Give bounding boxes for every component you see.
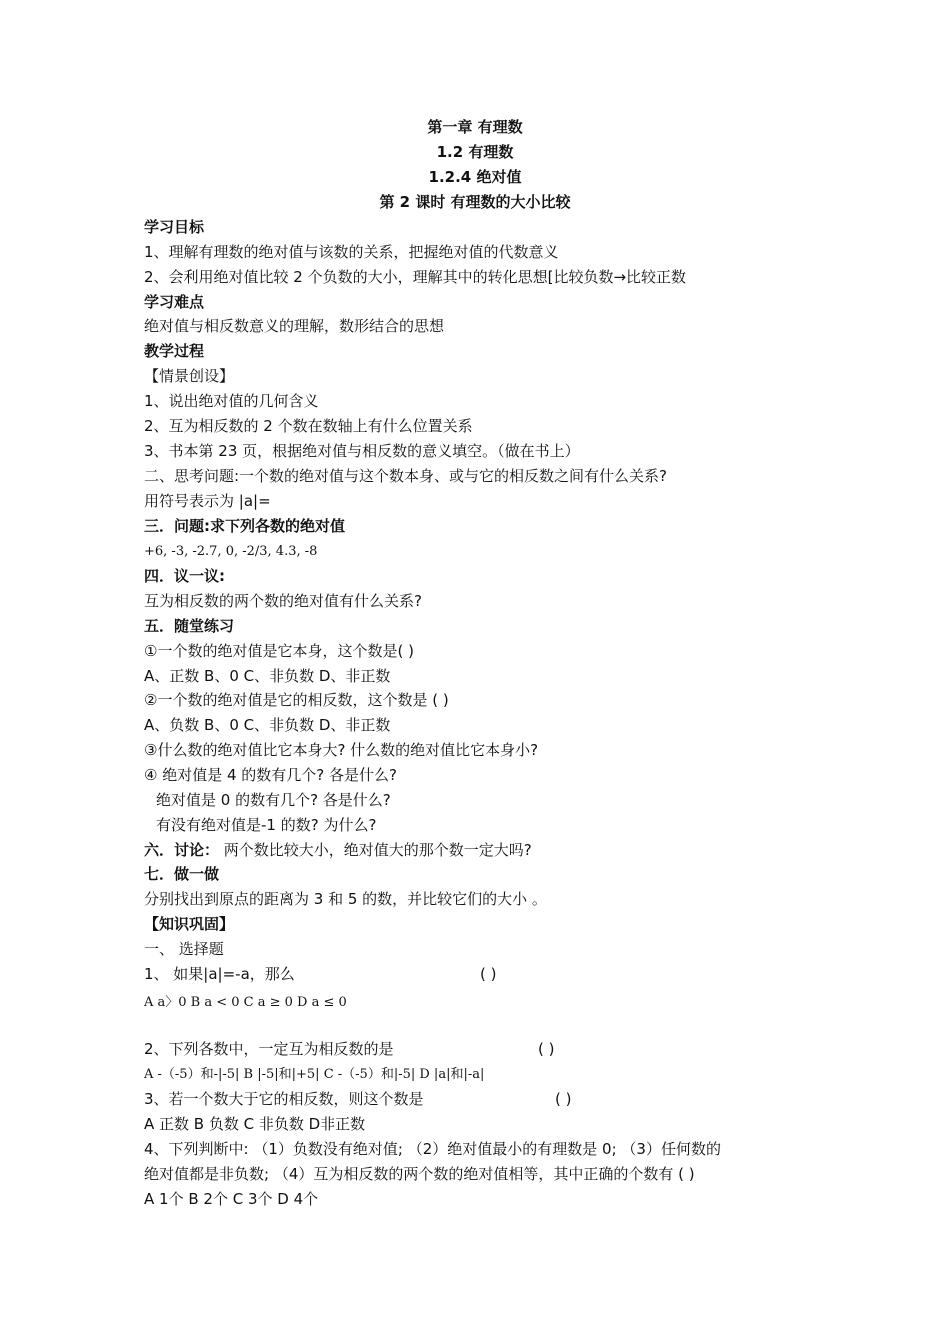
subsection-title: 1.2.4 绝对值: [428, 168, 522, 186]
chapter-title: 第一章 有理数: [427, 118, 523, 136]
practice-options-1: A、正数 B、0 C、非负数 D、非正数: [144, 667, 391, 685]
process-heading: 教学过程: [144, 342, 205, 360]
try-text: 分别找出到原点的距离为 3 和 5 的数，并比较它们的大小 。: [144, 890, 547, 908]
symbol-line: 用符号表示为 |a|=: [144, 492, 271, 510]
scenario-heading: 【情景创设】: [144, 367, 235, 385]
scenario-question-3: 3、书本第 23 页，根据绝对值与相反数的意义填空。（做在书上）: [144, 442, 580, 460]
choice-question-4-line-1: 4、下列判断中: （1）负数没有绝对值; （2）绝对值最小的有理数是 0; （3）任何数的: [144, 1140, 721, 1158]
discuss2-heading: 六．讨论：: [144, 841, 220, 859]
choice-options-1: A a〉0 B a < 0 C a ≥ 0 D a ≤ 0: [144, 995, 347, 1010]
practice-question-4a: ④ 绝对值是 4 的数有几个? 各是什么?: [144, 766, 397, 784]
choice-options-4: A 1个 B 2个 C 3个 D 4个: [144, 1190, 319, 1208]
problem-heading: 三．问题:求下列各数的绝对值: [144, 517, 345, 535]
lesson-title: 第 2 课时 有理数的大小比较: [379, 193, 571, 211]
difficulty-heading: 学习难点: [144, 293, 205, 311]
choice-question-4-line-2: 绝对值都是非负数; （4）互为相反数的两个数的绝对值相等，其中正确的个数有 ( ): [144, 1165, 695, 1183]
choice-question-2: 2、下列各数中，一定互为相反数的是: [144, 1040, 394, 1058]
difficulty-text: 绝对值与相反数意义的理解，数形结合的思想: [144, 317, 445, 335]
practice-question-2: ②一个数的绝对值是它的相反数，这个数是 ( ): [144, 691, 449, 709]
number-list: +6, -3, -2.7, 0, -2/3, 4.3, -8: [144, 544, 318, 559]
discuss-text: 互为相反数的两个数的绝对值有什么关系?: [144, 592, 422, 610]
discuss2-text: 两个数比较大小，绝对值大的那个数一定大吗?: [219, 841, 532, 859]
choice-question-3: 3、若一个数大于它的相反数，则这个数是: [144, 1090, 424, 1108]
practice-question-4b: 绝对值是 0 的数有几个? 各是什么?: [156, 791, 391, 809]
choice-options-3: A 正数 B 负数 C 非负数 D非正数: [144, 1115, 366, 1133]
choice-heading: 一、 选择题: [144, 940, 224, 958]
objective-item-1: 1、理解有理数的绝对值与该数的关系，把握绝对值的代数意义: [144, 243, 559, 261]
scenario-question-1: 1、说出绝对值的几何含义: [144, 392, 319, 410]
discuss2-line: [144, 839, 824, 861]
practice-question-4c: 有没有绝对值是-1 的数? 为什么?: [156, 816, 377, 834]
try-heading: 七．做一做: [144, 865, 220, 883]
think-question: 二、思考问题:一个数的绝对值与这个数本身、或与它的相反数之间有什么关系?: [144, 467, 668, 485]
discuss-heading: 四．议一议:: [144, 567, 225, 585]
choice-blank-2: ( ): [538, 1040, 555, 1058]
choice-blank-1: ( ): [480, 965, 497, 983]
choice-question-1: 1、 如果|a|=-a，那么: [144, 965, 295, 983]
section-title: 1.2 有理数: [436, 143, 514, 161]
scenario-question-2: 2、互为相反数的 2 个数在数轴上有什么位置关系: [144, 417, 473, 435]
objectives-heading: 学习目标: [144, 218, 205, 236]
practice-heading: 五．随堂练习: [144, 617, 235, 635]
consolidation-heading: 【知识巩固】: [144, 915, 235, 933]
practice-question-1: ①一个数的绝对值是它本身，这个数是( ): [144, 642, 414, 660]
choice-blank-3: ( ): [555, 1090, 572, 1108]
practice-options-2: A、负数 B、0 C、非负数 D、非正数: [144, 716, 391, 734]
choice-options-2: A -（-5）和-|-5| B |-5|和|+5| C -（-5）和|-5| D |a|和|-a|: [144, 1067, 485, 1082]
practice-question-3: ③什么数的绝对值比它本身大? 什么数的绝对值比它本身小?: [144, 741, 539, 759]
objective-item-2: 2、会利用绝对值比较 2 个负数的大小，理解其中的转化思想[比较负数→比较正数: [144, 268, 687, 286]
